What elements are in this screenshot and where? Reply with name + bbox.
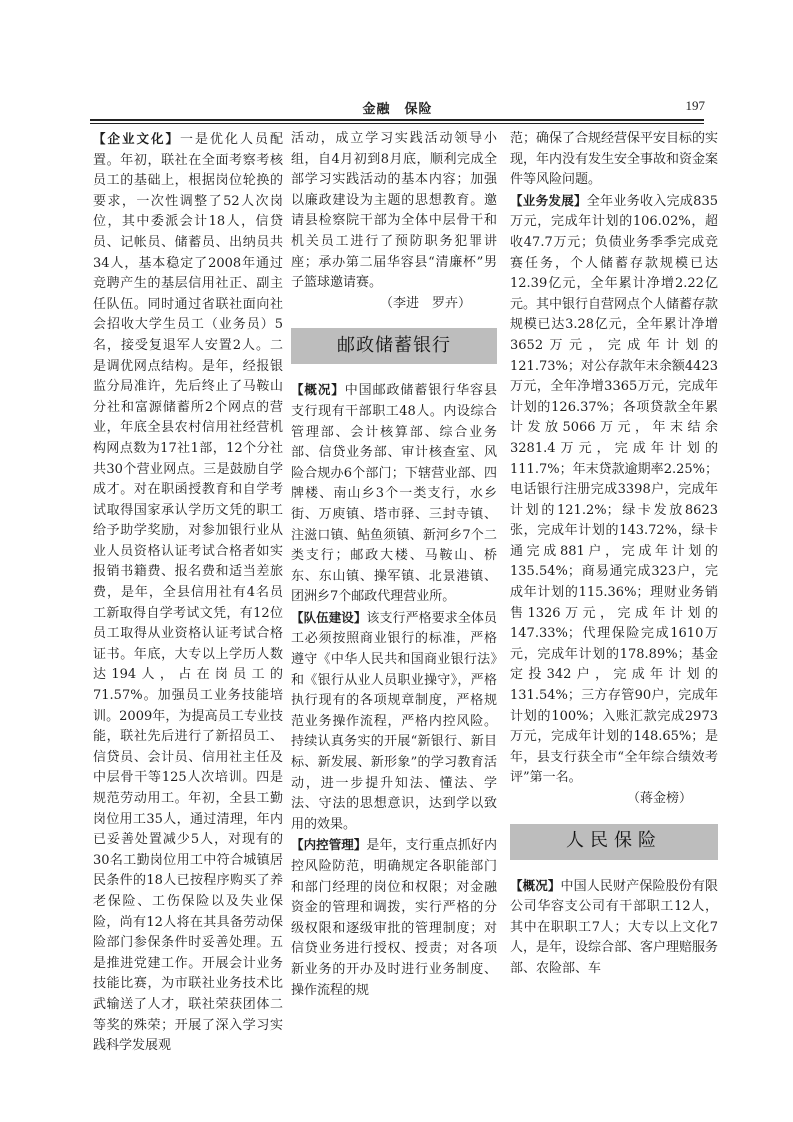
paragraph-insurance-overview <box>510 876 718 980</box>
header-title: 金融 保险 <box>362 102 433 117</box>
paragraph-continued: 范；确保了合规经营保平安目标的实现，年内没有发生安全事故和资金案件等风险问题。 <box>510 131 719 188</box>
paragraph-continued: 活动，成立学习实践活动领导小组，自4月初到8月底，顺利完成全部学习实践活动的基本内容；加强以廉政建设为主题的思想教育。邀请县检察院干部为全体中层骨干和机关员工进行了预防职务犯罪讲座；承办第二届华容县“清廉杯”男子篮球邀请赛。 <box>291 131 497 291</box>
column-2 <box>291 129 497 1001</box>
section-label: 【业务发展】 <box>510 192 587 208</box>
paragraph-business-development <box>510 191 718 789</box>
paragraph-team-building <box>291 608 497 836</box>
section-banner-peoples-insurance: 人民保险 <box>510 824 718 860</box>
section-label: 【概况】 <box>510 877 561 893</box>
paragraph-text: 该支行严格要求全体员工必须按照商业银行的标准，严格遵守《中华人民共和国商业银行法》和《银行从业人员职业操守》，严格执行现有的各项规章制度，严格规范业务操作流程，严格内控风险。持续认真务实的开展“新银行、新目标、新发展、新形象”的学习教育活动，进一步提升知法、懂法、学法、守法的思想意识，达到学以致用的效果。 <box>291 610 497 832</box>
paragraph-text: 中国人民财产保险股份有限公司华容支公司有干部职工12人，其中在职职工7人；大专以上文化7人，是年，设综合部、客户理赔服务部、农险部、车 <box>510 878 719 976</box>
paragraph-text: 中国邮政储蓄银行华容县支行现有干部职工48人。内设综合管理部、会计核算部、综合业务部、信贷业务部、审计核查室、风险合规办6个部门；下辖营业部、四牌楼、南山乡3个一类支行，水乡街、万庾镇、塔市驿、三封寺镇、注滋口镇、鲇鱼须镇、新河乡7个二类支行；邮政大楼、马鞍山、桥东、东山镇、操军镇、北景港镇、团洲乡7个邮政代理营业所。 <box>291 383 497 605</box>
paragraph-text: 一是优化人员配置。年初，联社在全面考察考核员工的基础上，根据岗位轮换的要求，一次性调整了52人次岗位，其中委派会计18人，信贷员、记帐员、储蓄员、出纳员共34人，基本稳定了2008年通过竞聘产生的基层信用社正、副主任队伍。同时通过省联社面向社会招收大学生员工（业务员）5名，接受复退军人安置2人。二是调优网点结构。是年，经报银监分局准许，先后终止了马鞍山分社和富源储蓄所2个网点的营业，年底全县农村信用社经营机构网点数为17社1部，12个分社共30个营业网点。三是鼓励自学成才。对在职函授教育和自学考试取得国家承认学历文凭的职工给予助学奖励，对参加银行业从业人员资格认证考试合格者如实报销书籍费、报名费和适当差旅费，是年，全县信用社有4名员工新取得自学考试文凭，有12位员工取得从业资格认证考试合格证书。年底，大专以上学历人数达194人，占在岗员工的71.57%。加强员工业务技能培训。2009年，为提高员工专业技能，联社先后进行了新招员工、信贷员、会计员、信用社主任及中层骨干等125人次培训。四是规范劳动用工。年初，全县工勤岗位用工35人，通过清理，年内已妥善处置减少5人，对现有的30名工勤岗位用工中符合城镇居民条件的18人已按程序购买了养老保险、工伤保险以及失业保险，尚有12人将在其具备劳动保险部门参保条件时妥善处理。五是推进党建工作。开展会计业务技能比赛，为市联社业务技术比武输送了人才，联社荣获团体二等奖的殊荣；开展了深入学习实践科学发展观 <box>93 132 283 1054</box>
column-1 <box>93 129 283 1057</box>
section-banner-postal-savings: 邮政储蓄银行 <box>291 328 497 364</box>
paragraph-internal-control <box>291 835 497 1001</box>
running-header <box>90 96 705 118</box>
header-rule-thin <box>90 123 704 124</box>
section-label: 【企业文化】 <box>93 131 180 146</box>
section-label: 【内控管理】 <box>291 837 367 853</box>
paragraph-text: 是年，支行重点抓好内控风险防范，明确规定各职能部门和部门经理的岗位和权限；对金融资金的管理和调拨，实行严格的分级权限和逐级审批的管理制度；对信贷业务进行授权、授责；对各项新业务的开办及时进行业务制度、操作流程的规 <box>291 838 497 998</box>
paragraph-text: 全年业务收入完成835万元，完成年计划的106.02%，超收47.7万元；负债业务季季完成竞赛任务，个人储蓄存款规模已达12.39亿元，全年累计净增2.22亿元。其中银行自营网点个人储蓄存款规模已达3.28亿元，全年累计净增3652万元，完成年计划的121.73%；对公存款年末余额4423万元，全年净增3365万元，完成年计划的126.37%；各项贷款全年累计发放5066万元，年末结余3281.4万元，完成年计划的111.7%；年末贷款逾期率2.25%；电话银行注册完成3398户，完成年计划的121.2%；绿卡发放8623张，完成年计划的143.72%，绿卡通完成881户，完成年计划的135.54%；商易通完成323户，完成年计划的115.36%；理财业务销售1326万元，完成年计划的147.33%；代理保险完成1610万元，完成年计划的178.89%；基金定投342户，完成年计划的131.54%；三方存管90户，完成年计划的100%；入账汇款完成2973万元，完成年计划的148.65%；是年，县支行获全市“全年综合绩效考评”第一名。 <box>510 193 719 786</box>
column-3 <box>510 129 718 980</box>
header-rule-thick <box>90 119 704 121</box>
paragraph-overview <box>291 380 497 608</box>
page-number: 197 <box>685 98 705 113</box>
author-credit: （李进 罗卉） <box>379 295 471 311</box>
author-credit: （蒋金榜） <box>626 791 692 806</box>
paragraph-enterprise-culture <box>93 129 283 1057</box>
section-label: 【概况】 <box>291 382 345 398</box>
section-label: 【队伍建设】 <box>291 609 367 625</box>
